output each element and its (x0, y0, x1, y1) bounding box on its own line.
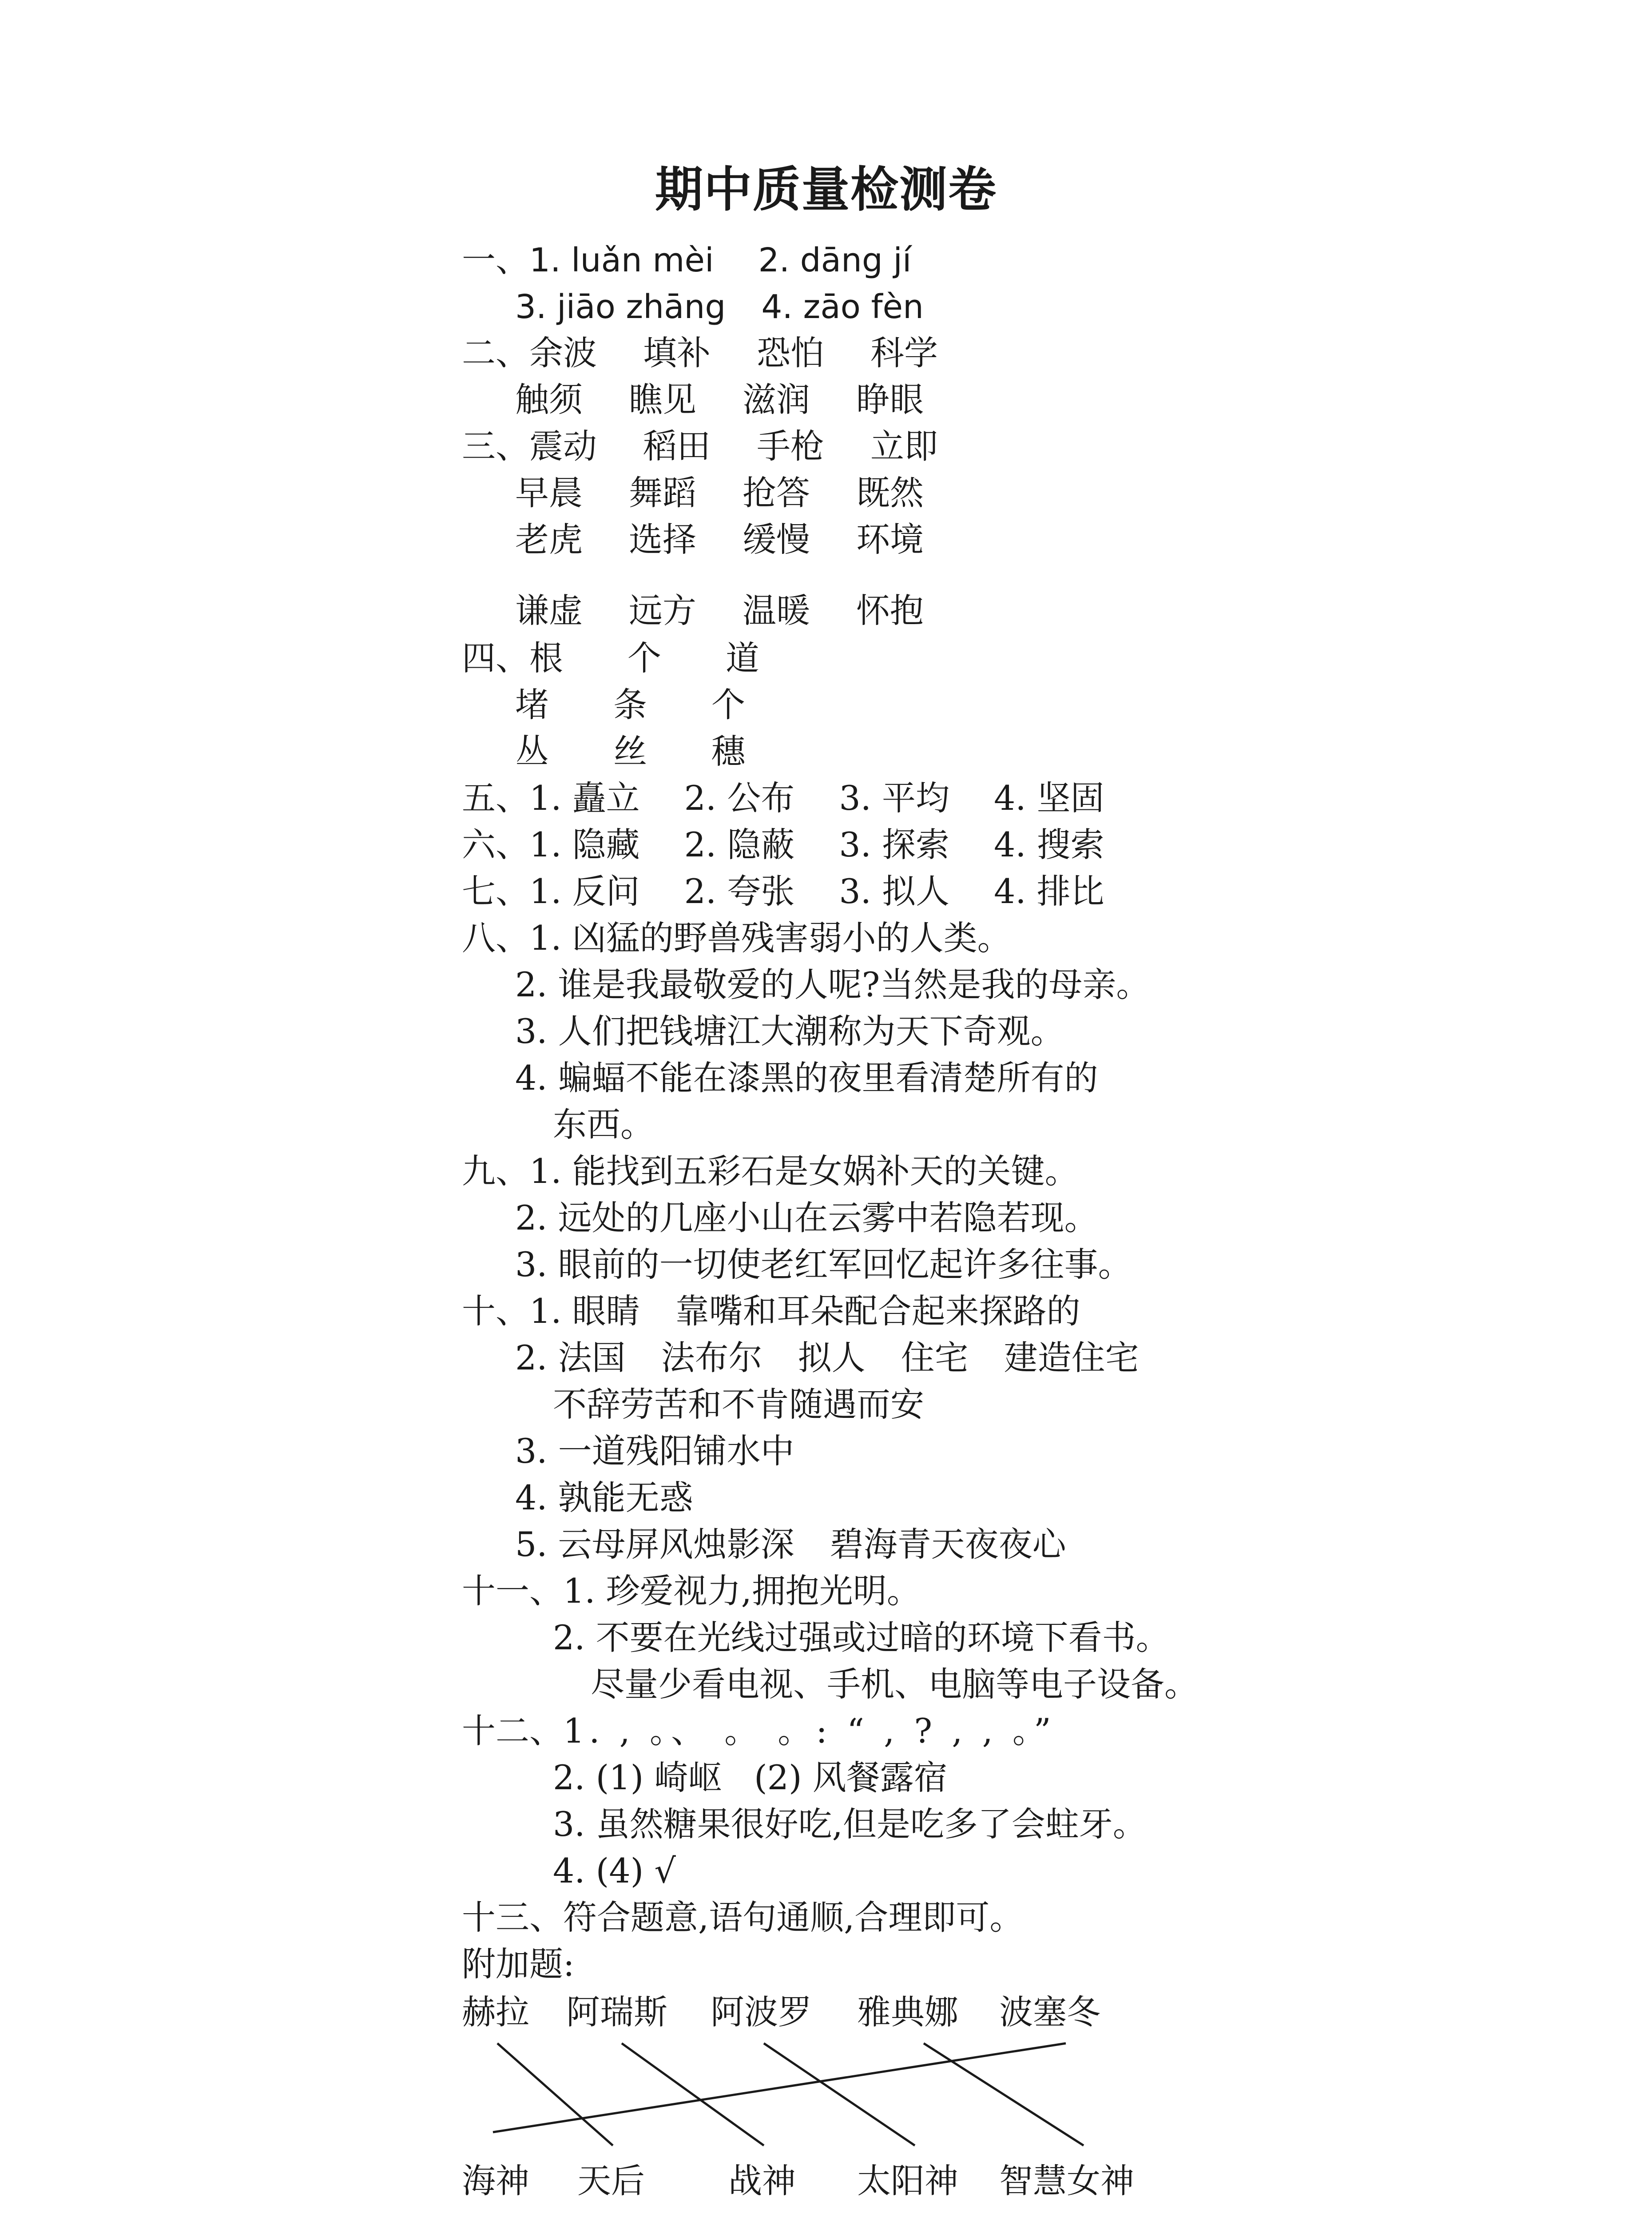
answer-item: 建造住宅 (1004, 1338, 1139, 1377)
pinyin-answer: 2. dāng jí (758, 241, 912, 279)
answer-item: 4. (4) √ (553, 1851, 676, 1891)
answer-item: 1. 隐藏 (529, 825, 640, 864)
page-title: 期中质量检测卷 (655, 162, 997, 218)
match-top-word: 赫拉 (462, 1992, 529, 2032)
measure-word: 堵 (515, 685, 549, 724)
sentence-answer: 符合题意,语句通顺,合理即可。 (563, 1898, 1024, 1937)
answer-item: 不辞劳苦和不肯随遇而安 (553, 1385, 924, 1424)
sentence-answer: 3. 虽然糖果很好吃,但是吃多了会蛀牙。 (553, 1804, 1147, 1844)
match-top-word: 阿瑞斯 (566, 1992, 667, 2032)
answer-item: 3. 拟人 (839, 872, 950, 911)
match-top-word: 波塞冬 (999, 1992, 1100, 2032)
section-11-label: 十一、 (462, 1571, 563, 1611)
answer-item: 拟人 (798, 1338, 866, 1377)
pinyin-answer: 3. jiāo zhāng (515, 288, 726, 326)
word-answer: 早晨 (515, 473, 583, 513)
measure-word: 丛 (515, 732, 549, 771)
sentence-answer: 2. 远处的几座小山在云雾中若隐若现。 (515, 1198, 1098, 1238)
word-answer: 科学 (870, 333, 938, 373)
answer-item: 2. 公布 (684, 778, 795, 818)
answer-item: 5. 云母屏风烛影深 (515, 1524, 794, 1564)
word-answer: 触须 (515, 380, 583, 419)
section-4-label: 四、 (462, 638, 529, 678)
word-answer: 手枪 (757, 426, 824, 466)
sentence-answer: 1. 能找到五彩石是女娲补天的关键。 (529, 1151, 1079, 1191)
word-answer: 缓慢 (743, 520, 810, 559)
measure-word: 道 (726, 638, 759, 678)
answer-item: 2. 法国 (515, 1338, 626, 1377)
sentence-answer: 1. 珍爱视力,拥抱光明。 (563, 1571, 921, 1611)
match-line (497, 2043, 613, 2145)
match-line (924, 2043, 1084, 2145)
word-answer: 老虎 (515, 520, 583, 559)
word-answer: 恐怕 (757, 333, 824, 373)
match-top-word: 雅典娜 (857, 1992, 958, 2032)
word-answer: 远方 (629, 591, 696, 630)
answer-item: 1. 矗立 (529, 778, 640, 818)
answer-item: 住宅 (901, 1338, 969, 1377)
answer-item: 3. 探索 (839, 825, 950, 864)
sentence-answer: 3. 眼前的一切使老红军回忆起许多往事。 (515, 1245, 1132, 1284)
sentence-answer: 3. 人们把钱塘江大潮称为天下奇观。 (515, 1011, 1064, 1051)
section-3-label: 三、 (462, 426, 529, 466)
word-answer: 既然 (856, 473, 924, 513)
match-bottom-word: 海神 (462, 2161, 529, 2201)
measure-word: 个 (627, 638, 661, 678)
section-2-label: 二、 (462, 333, 529, 373)
answer-item: 2. (1) 崎岖 (2) 风餐露宿 (553, 1758, 948, 1797)
answer-item: 靠嘴和耳朵配合起来探路的 (675, 1291, 1080, 1331)
answer-item: 碧海青天夜夜心 (830, 1524, 1066, 1564)
section-12-label: 十二、 (462, 1711, 563, 1751)
answer-item: 3. 平均 (839, 778, 950, 818)
section-1-label: 一、 (462, 240, 529, 279)
sentence-answer: 2. 谁是我最敬爱的人呢?当然是我的母亲。 (515, 965, 1150, 1004)
word-answer: 瞧见 (629, 380, 696, 419)
word-answer: 怀抱 (856, 591, 924, 630)
answer-item: 4. 孰能无惑 (515, 1478, 693, 1517)
match-bottom-word: 智慧女神 (999, 2161, 1134, 2201)
section-10-label: 十、 (462, 1291, 529, 1331)
extra-label: 附加题: (462, 1944, 575, 1984)
answer-item: 1. 眼睛 (529, 1291, 640, 1331)
sentence-answer: 尽量少看电视、手机、电脑等电子设备。 (591, 1664, 1198, 1704)
word-answer: 谦虚 (515, 591, 583, 630)
answer-item: 2. 夸张 (684, 872, 795, 911)
section-6-label: 六、 (462, 825, 529, 864)
word-answer: 立即 (870, 426, 938, 466)
word-answer: 环境 (856, 520, 924, 559)
word-answer: 余波 (529, 333, 597, 373)
measure-word: 根 (529, 638, 563, 678)
match-top-word: 阿波罗 (711, 1992, 812, 2032)
pinyin-answer: 4. zāo fèn (761, 288, 924, 326)
answer-item: 4. 排比 (994, 872, 1104, 911)
word-answer: 舞蹈 (629, 473, 696, 513)
match-line (493, 2043, 1066, 2132)
word-answer: 睁眼 (856, 380, 924, 419)
sentence-answer: 2. 不要在光线过强或过暗的环境下看书。 (553, 1618, 1170, 1657)
answer-item: 1. 反问 (529, 872, 640, 911)
match-line (764, 2043, 915, 2145)
section-9-label: 九、 (462, 1151, 529, 1191)
punctuation-answer: 1. , 。、 。 。: “ , ? , , 。” (563, 1711, 1056, 1751)
section-5-label: 五、 (462, 778, 529, 818)
answer-item: 3. 一道残阳铺水中 (515, 1431, 794, 1471)
match-bottom-word: 天后 (577, 2161, 645, 2201)
word-answer: 稻田 (643, 426, 711, 466)
word-answer: 选择 (629, 520, 696, 559)
section-7-label: 七、 (462, 872, 529, 911)
word-answer: 填补 (643, 333, 711, 373)
pinyin-answer: 1. luǎn mèi (529, 241, 714, 279)
word-answer: 滋润 (743, 380, 810, 419)
word-answer: 抢答 (743, 473, 810, 513)
measure-word: 丝 (613, 732, 647, 771)
answer-item: 2. 隐蔽 (684, 825, 795, 864)
sentence-answer: 东西。 (553, 1105, 654, 1144)
sentence-answer: 4. 蝙蝠不能在漆黑的夜里看清楚所有的 (515, 1058, 1098, 1098)
match-bottom-word: 太阳神 (857, 2161, 958, 2201)
answer-item: 4. 坚固 (994, 778, 1104, 818)
section-8-label: 八、 (462, 918, 529, 958)
measure-word: 个 (711, 685, 745, 724)
answer-item: 法布尔 (661, 1338, 762, 1377)
measure-word: 穗 (711, 732, 745, 771)
word-answer: 温暖 (743, 591, 810, 630)
word-answer: 震动 (529, 426, 597, 466)
section-13-label: 十三、 (462, 1898, 563, 1937)
measure-word: 条 (613, 685, 647, 724)
sentence-answer: 1. 凶猛的野兽残害弱小的人类。 (529, 918, 1011, 958)
match-bottom-word: 战神 (728, 2161, 796, 2201)
answer-item: 4. 搜索 (994, 825, 1104, 864)
